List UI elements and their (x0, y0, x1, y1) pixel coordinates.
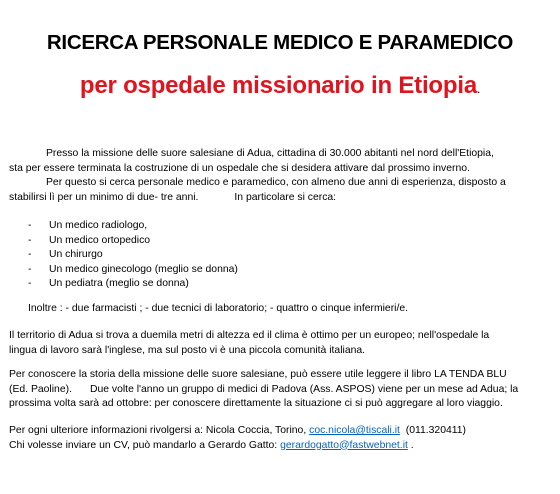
email-link-nicola[interactable]: coc.nicola@tiscali.it (309, 425, 400, 436)
contact-line (9, 439, 554, 454)
intro-line (9, 191, 554, 206)
history-line (9, 383, 554, 398)
email-link-gerardo[interactable]: gerardogatto@fastwebnet.it (280, 439, 408, 451)
list-item-label: Un medico ginecologo (meglio se donna) (49, 263, 238, 275)
list-item-label: Un medico radiologo, (49, 220, 148, 231)
list-dash: - (28, 220, 32, 231)
list-item-label: Un chirurgo (49, 249, 103, 260)
history-line-text: (Ed. Paoline). (9, 383, 72, 395)
history-line: prossima volta sarà ad ottobre: per conoscere direttamente la situazione ci si può aggregare al loro viaggio. (9, 398, 503, 409)
contacts-paragraph (9, 424, 554, 453)
territory-line: lingua di lavoro sarà l'inglese, ma sul posto vi è una piccola comunità italiana. (9, 344, 366, 356)
intro-line-text: stabilirsi lì per un minimo di due- tre anni. (9, 191, 199, 203)
list-dash: - (28, 234, 32, 246)
positions-list (9, 219, 554, 292)
list-item (9, 234, 554, 249)
contact-line-text: Chi volesse inviare un CV, può mandarlo a Gerardo Gatto: (9, 439, 281, 451)
list-dash: - (28, 278, 32, 289)
intro-line: Presso la missione delle suore salesiane di Adua, cittadina di 30.000 abitanti nel nord dell'Etiopia, (46, 148, 494, 159)
intro-line: Per questo si cerca personale medico e paramedico, con almeno due anni di esperienza, disposto a (46, 177, 506, 188)
list-dash: - (28, 263, 32, 275)
history-paragraph (9, 368, 554, 412)
contact-line-suffix: . (407, 439, 414, 451)
additional-staff-line: Inoltre : - due farmacisti ; - due tecnici di laboratorio; - quattro o cinque infermieri/e. (28, 303, 409, 314)
list-item (9, 248, 554, 263)
territory-paragraph (9, 329, 554, 358)
additional-staff-block (9, 302, 554, 317)
list-dash: - (28, 249, 32, 260)
page-title: RICERCA PERSONALE MEDICO E PARAMEDICO (46, 31, 514, 54)
intro-line: sta per essere terminata la costruzione di un ospedale che si desidera attivare dal prossimo inverno. (9, 162, 470, 174)
intro-paragraph (9, 147, 554, 205)
contact-phone: (011.320411) (405, 425, 467, 436)
list-item (9, 219, 554, 234)
intro-line-text: In particolare si cerca: (234, 191, 337, 203)
list-item-label: Un pediatra (meglio se donna) (49, 278, 189, 289)
list-item (9, 263, 554, 278)
list-item-label: Un medico ortopedico (49, 234, 151, 246)
page-subtitle (0, 72, 560, 100)
contact-line (9, 424, 554, 439)
contact-line-text: Per ogni ulteriore informazioni rivolgersi a: Nicola Coccia, Torino, (9, 425, 310, 436)
history-line-text: Due volte l'anno un gruppo di medici di Padova (Ass. ASPOS) viene per un mese ad Adua; la (89, 383, 519, 395)
list-item (9, 277, 554, 292)
territory-line: Il territorio di Adua si trova a duemila metri di altezza ed il clima è ottimo per un europeo; nell'ospedale la (9, 330, 490, 341)
positions-list-block (9, 219, 554, 292)
subtitle-text: per ospedale missionario in Etiopia (79, 72, 477, 99)
history-line: Per conoscere la storia della missione delle suore salesiane, può essere utile leggere il libro LA TENDA BLU (9, 369, 507, 380)
subtitle-period: . (476, 82, 481, 96)
